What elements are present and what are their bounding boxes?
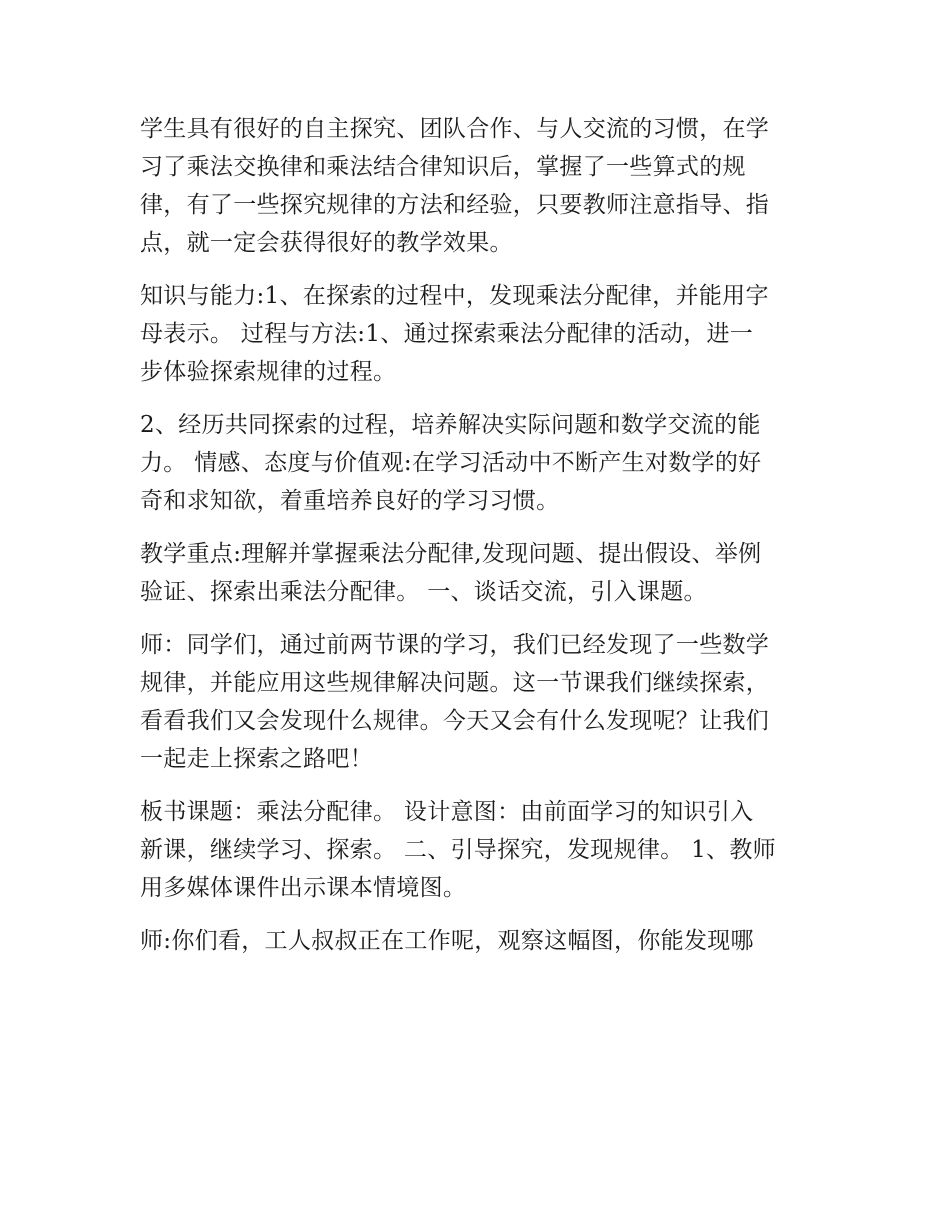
text-line: 律，有了一些探究规律的方法和经验，只要教师注意指导、指 <box>140 192 770 218</box>
text-line: 教学重点:理解并掌握乘法分配律,发现问题、提出假设、举例 <box>140 541 762 567</box>
text-line: 2、经历共同探索的过程，培养解决实际问题和数学交流的能 <box>140 412 761 438</box>
paragraph-student-habits <box>140 110 820 262</box>
text-line: 板书课题：乘法分配律。 设计意图：由前面学习的知识引入 <box>140 799 754 825</box>
text-line: 看看我们又会发现什么规律。今天又会有什么发现呢？让我们 <box>140 708 770 734</box>
text-line: 奇和求知欲，着重培养良好的学习习惯。 <box>140 488 560 514</box>
text-line: 一起走上探索之路吧！ <box>140 746 373 772</box>
text-line: 力。 情感、态度与价值观:在学习活动中不断产生对数学的好 <box>140 450 762 476</box>
paragraph-process-emotion <box>140 406 820 520</box>
paragraph-teaching-focus <box>140 535 820 611</box>
text-line: 新课，继续学习、探索。 二、引导探究，发现规律。 1、教师 <box>140 837 776 863</box>
paragraph-knowledge-ability <box>140 277 820 391</box>
text-line: 用多媒体课件出示课本情境图。 <box>140 875 467 901</box>
text-line: 规律，并能应用这些规律解决问题。这一节课我们继续探索， <box>140 670 770 696</box>
document-body <box>140 110 820 960</box>
text-line: 习了乘法交换律和乘法结合律知识后，掌握了一些算式的规 <box>140 154 746 180</box>
text-line: 师：同学们，通过前两节课的学习，我们已经发现了一些数学 <box>140 632 770 658</box>
paragraph-board-title <box>140 793 820 907</box>
text-line: 步体验探索规律的过程。 <box>140 359 397 385</box>
text-line: 师:你们看，工人叔叔正在工作呢，观察这幅图，你能发现哪 <box>140 928 754 954</box>
text-line: 学生具有很好的自主探究、团队合作、与人交流的习惯，在学 <box>140 116 770 142</box>
text-line: 母表示。 过程与方法:1、通过探索乘法分配律的活动，进一 <box>140 321 754 347</box>
text-line: 验证、探索出乘法分配律。 一、谈话交流，引入课题。 <box>140 579 707 605</box>
paragraph-teacher-intro <box>140 626 820 778</box>
text-line: 点，就一定会获得很好的教学效果。 <box>140 230 513 256</box>
text-line: 知识与能力:1、在探索的过程中，发现乘法分配律，并能用字 <box>140 283 769 309</box>
paragraph-teacher-question <box>140 922 820 960</box>
